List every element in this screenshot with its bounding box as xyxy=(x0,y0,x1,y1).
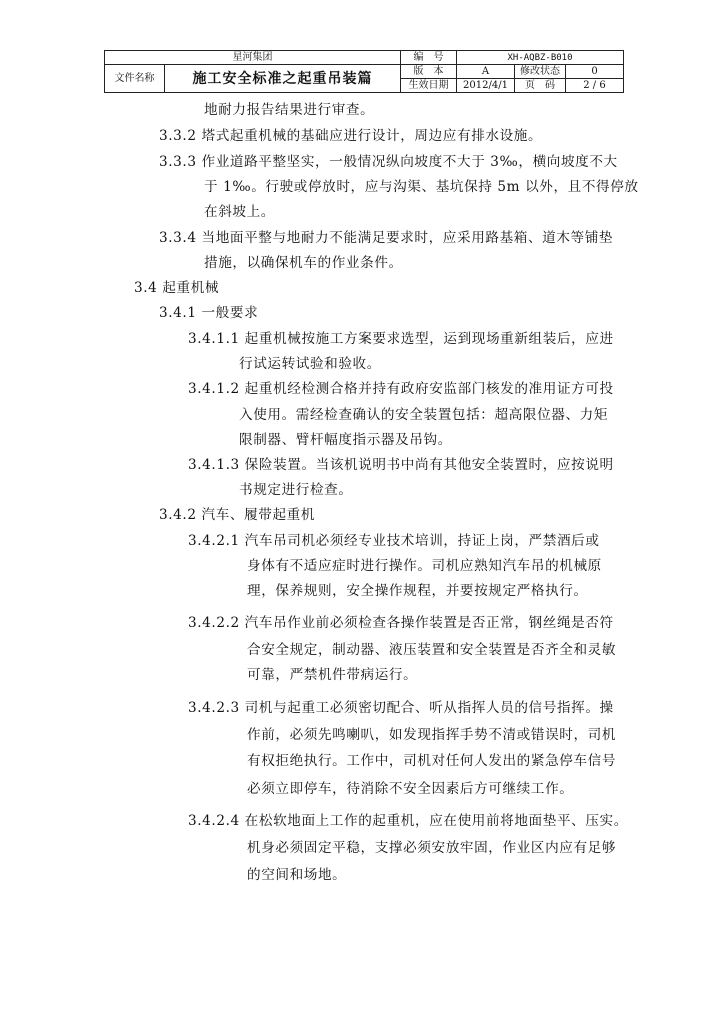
version-value: A xyxy=(457,65,515,79)
body-line: 有权拒绝执行。工作中，司机对任何人发出的紧急停车信号 xyxy=(247,753,617,769)
code-value: XH-AQBZ-B010 xyxy=(457,51,624,65)
revision-label: 修改状态 xyxy=(515,65,566,79)
body-line: 合安全规定，制动器、液压装置和安全装置是否齐全和灵敏 xyxy=(247,642,617,658)
body-line: 的空间和场地。 xyxy=(247,867,347,883)
body-line: 入使用。需经检查确认的安全装置包括：超高限位器、力矩 xyxy=(239,407,609,423)
document-title: 施工安全标准之起重吊装篇 xyxy=(165,65,401,93)
page-label: 页 码 xyxy=(515,79,566,93)
body-line: 可靠，严禁机件带病运行。 xyxy=(247,667,418,683)
section-heading: 3.4 起重机械 xyxy=(134,280,220,296)
body-line: 3.4.1.1 起重机械按施工方案要求选型，运到现场重新组装后，应进 xyxy=(188,331,614,347)
body-line: 3.4.2.3 司机与起重工必须密切配合、听从指挥人员的信号指挥。操 xyxy=(188,700,614,716)
body-line: 理，保养规则，安全操作规程，并要按规定严格执行。 xyxy=(247,583,588,599)
body-line: 3.4.2.2 汽车吊作业前必须检查各操作装置是否正常，钢丝绳是否符 xyxy=(188,615,614,631)
body-line: 措施，以确保机车的作业条件。 xyxy=(204,255,403,271)
body-line: 3.4.2.4 在松软地面上工作的起重机，应在使用前将地面垫平、压实。 xyxy=(188,813,628,829)
body-line: 3.3.4 当地面平整与地耐力不能满足要求时，应采用路基箱、道木等铺垫 xyxy=(159,230,614,246)
body-line: 作前，必须先鸣喇叭，如发现指挥手势不清或错误时，司机 xyxy=(247,727,617,743)
body-line: 行试运转试验和验收。 xyxy=(239,356,381,372)
date-value: 2012/4/1 xyxy=(457,79,515,93)
company-name: 星河集团 xyxy=(105,51,401,65)
version-label: 版 本 xyxy=(401,65,457,79)
code-label: 编 号 xyxy=(401,51,457,65)
revision-value: 0 xyxy=(566,65,624,79)
subsection-heading: 3.4.1 一般要求 xyxy=(159,305,259,321)
body-line: 地耐力报告结果进行审查。 xyxy=(204,102,375,118)
body-line: 3.4.1.2 起重机经检测合格并持有政府安监部门核发的准用证方可投 xyxy=(188,381,614,397)
body-line: 限制器、臂杆幅度指示器及吊钩。 xyxy=(239,432,452,448)
body-line: 身体有不适应症时进行操作。司机应熟知汽车吊的机械原 xyxy=(247,558,602,574)
body-line: 3.3.2 塔式起重机械的基础应进行设计，周边应有排水设施。 xyxy=(159,128,543,144)
page-number: 2 / 6 xyxy=(566,79,624,93)
body-line: 3.4.1.3 保险装置。当该机说明书中尚有其他安全装置时，应按说明 xyxy=(188,457,614,473)
subsection-heading: 3.4.2 汽车、履带起重机 xyxy=(159,507,316,523)
body-line: 书规定进行检查。 xyxy=(239,482,353,498)
body-line: 在斜坡上。 xyxy=(204,204,275,220)
body-line: 3.4.2.1 汽车吊司机必须经专业技术培训，持证上岗，严禁酒后或 xyxy=(188,533,600,549)
body-line: 必须立即停车，待消除不安全因素后方可继续工作。 xyxy=(247,781,574,797)
body-line: 机身必须固定平稳，支撑必须安放牢固，作业区内应有足够 xyxy=(247,840,617,856)
document-header-table xyxy=(104,50,624,93)
date-label: 生效日期 xyxy=(401,79,457,93)
body-line: 3.3.3 作业道路平整坚实，一般情况纵向坡度不大于 3‰，横向坡度不大 xyxy=(159,154,618,170)
body-line: 于 1‰。行驶或停放时，应与沟渠、基坑保持 5m 以外，且不得停放 xyxy=(204,179,639,195)
doc-name-label: 文件名称 xyxy=(105,65,165,93)
